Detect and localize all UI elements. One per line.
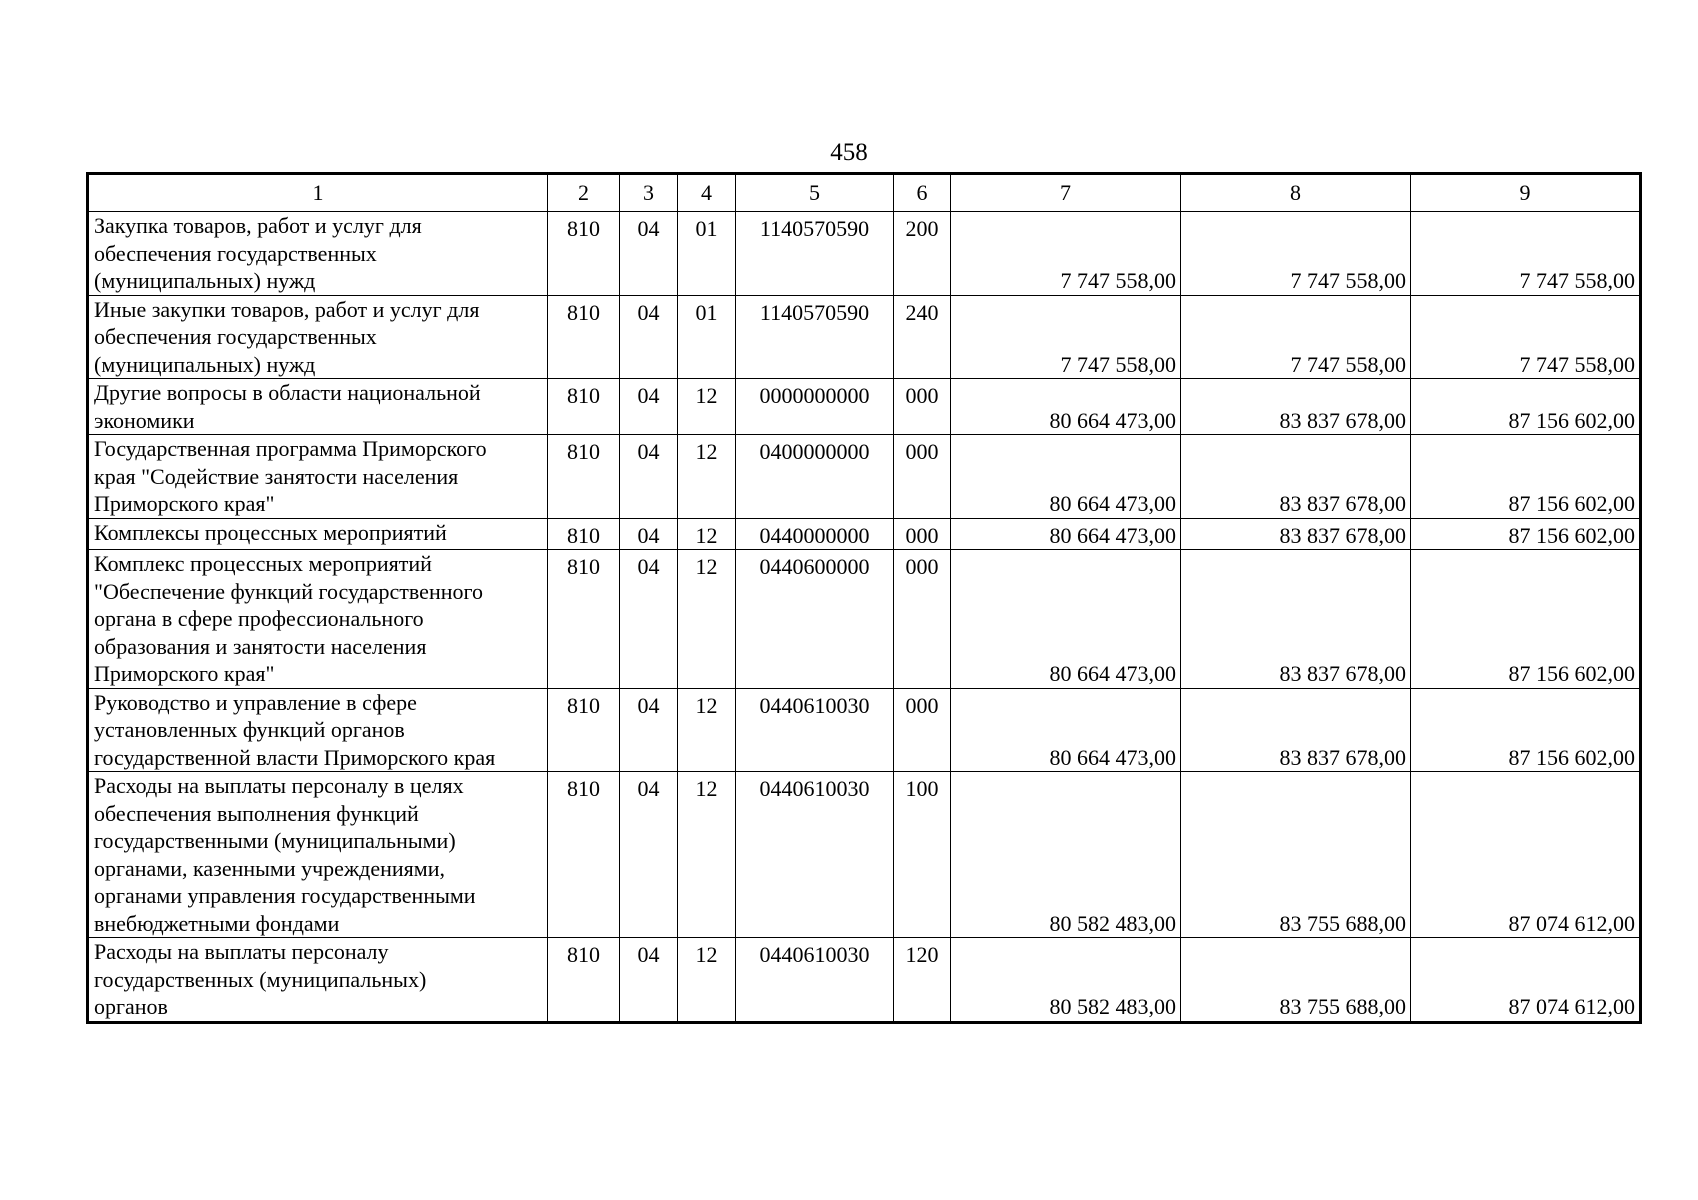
amount-cell: 83 837 678,00 — [1181, 550, 1411, 689]
code-cell: 0440610030 — [736, 938, 894, 1023]
code-cell: 0400000000 — [736, 435, 894, 519]
amount-cell: 7 747 558,00 — [1181, 295, 1411, 379]
code-cell: 0440000000 — [736, 518, 894, 550]
code-cell: 04 — [620, 772, 678, 938]
column-header: 8 — [1181, 174, 1411, 212]
amount-cell: 87 156 602,00 — [1411, 379, 1641, 435]
code-cell: 1140570590 — [736, 295, 894, 379]
column-header: 1 — [88, 174, 548, 212]
code-cell: 04 — [620, 295, 678, 379]
code-cell: 100 — [894, 772, 951, 938]
amount-cell: 80 664 473,00 — [951, 518, 1181, 550]
table-row — [88, 938, 1641, 1023]
code-cell: 12 — [678, 550, 736, 689]
row-name — [88, 379, 548, 435]
row-name-line: образования и занятости населения — [94, 633, 427, 659]
code-cell: 200 — [894, 212, 951, 296]
row-name — [88, 435, 548, 519]
code-cell: 810 — [548, 550, 620, 689]
row-name-line: Иные закупки товаров, работ и услуг для — [94, 296, 480, 322]
code-cell: 04 — [620, 212, 678, 296]
row-name-line: органа в сфере профессионального — [94, 606, 424, 631]
code-cell: 0440610030 — [736, 688, 894, 772]
table-row — [88, 772, 1641, 938]
amount-cell: 7 747 558,00 — [1181, 212, 1411, 296]
column-header: 9 — [1411, 174, 1641, 212]
column-header: 4 — [678, 174, 736, 212]
amount-cell: 87 074 612,00 — [1411, 772, 1641, 938]
code-cell: 120 — [894, 938, 951, 1023]
table-row — [88, 688, 1641, 772]
code-cell: 810 — [548, 295, 620, 379]
row-name-line: края "Содействие занятости населения — [94, 463, 459, 489]
amount-cell: 7 747 558,00 — [951, 295, 1181, 379]
amount-cell: 87 156 602,00 — [1411, 518, 1641, 550]
code-cell: 01 — [678, 295, 736, 379]
row-name — [88, 938, 548, 1023]
row-name-line: Руководство и управление в сфере — [94, 689, 417, 715]
table-header-row — [88, 174, 1641, 212]
code-cell: 000 — [894, 518, 951, 550]
amount-cell: 83 837 678,00 — [1181, 379, 1411, 435]
row-name-line: обеспечения государственных — [94, 240, 377, 266]
code-cell: 810 — [548, 212, 620, 296]
row-name-line: органами управления государственными — [94, 883, 476, 908]
code-cell: 04 — [620, 550, 678, 689]
amount-cell: 7 747 558,00 — [1411, 295, 1641, 379]
page-number: 458 — [830, 139, 868, 166]
amount-cell: 80 664 473,00 — [951, 379, 1181, 435]
column-header: 2 — [548, 174, 620, 212]
code-cell: 810 — [548, 435, 620, 519]
code-cell: 000 — [894, 550, 951, 689]
row-name-line: Расходы на выплаты персоналу в целях — [94, 773, 464, 798]
row-name-line: установленных функций органов — [94, 717, 405, 742]
row-name-line: обеспечения государственных — [94, 324, 377, 349]
row-name — [88, 550, 548, 689]
row-name-line: государственных (муниципальных) — [94, 966, 427, 992]
table-row — [88, 518, 1641, 550]
code-cell: 810 — [548, 379, 620, 435]
row-name-line: государственной власти Приморского края — [94, 744, 496, 770]
code-cell: 04 — [620, 518, 678, 550]
amount-cell: 87 156 602,00 — [1411, 435, 1641, 519]
code-cell: 04 — [620, 435, 678, 519]
code-cell: 04 — [620, 938, 678, 1023]
row-name-line: Комплекс процессных мероприятий — [94, 551, 432, 576]
amount-cell: 83 837 678,00 — [1181, 688, 1411, 772]
amount-cell: 7 747 558,00 — [1411, 212, 1641, 296]
table-row — [88, 550, 1641, 689]
column-header: 3 — [620, 174, 678, 212]
row-name-line: Комплексы процессных мероприятий — [94, 519, 447, 545]
code-cell: 12 — [678, 518, 736, 550]
row-name-line: "Обеспечение функций государственного — [94, 578, 483, 604]
code-cell: 12 — [678, 772, 736, 938]
code-cell: 0000000000 — [736, 379, 894, 435]
amount-cell: 80 582 483,00 — [951, 938, 1181, 1023]
row-name-line: внебюджетными фондами — [94, 910, 340, 936]
row-name — [88, 772, 548, 938]
code-cell: 12 — [678, 688, 736, 772]
amount-cell: 80 664 473,00 — [951, 435, 1181, 519]
code-cell: 000 — [894, 379, 951, 435]
amount-cell: 83 755 688,00 — [1181, 772, 1411, 938]
code-cell: 0440610030 — [736, 772, 894, 938]
code-cell: 04 — [620, 688, 678, 772]
amount-cell: 87 074 612,00 — [1411, 938, 1641, 1023]
row-name-line: Расходы на выплаты персоналу — [94, 939, 389, 964]
column-header: 5 — [736, 174, 894, 212]
code-cell: 12 — [678, 379, 736, 435]
code-cell: 000 — [894, 435, 951, 519]
row-name-line: Государственная программа Приморского — [94, 436, 487, 461]
code-cell: 810 — [548, 938, 620, 1023]
code-cell: 04 — [620, 379, 678, 435]
row-name-line: экономики — [94, 407, 195, 433]
row-name — [88, 518, 548, 550]
table-row — [88, 379, 1641, 435]
table-row — [88, 295, 1641, 379]
row-name — [88, 688, 548, 772]
amount-cell: 80 664 473,00 — [951, 688, 1181, 772]
amount-cell: 80 582 483,00 — [951, 772, 1181, 938]
amount-cell: 83 755 688,00 — [1181, 938, 1411, 1023]
amount-cell: 83 837 678,00 — [1181, 435, 1411, 519]
code-cell: 0440600000 — [736, 550, 894, 689]
row-name-line: Закупка товаров, работ и услуг для — [94, 213, 422, 238]
table-row — [88, 435, 1641, 519]
row-name-line: Другие вопросы в области национальной — [94, 380, 481, 405]
code-cell: 12 — [678, 938, 736, 1023]
code-cell: 01 — [678, 212, 736, 296]
row-name-line: государственными (муниципальными) — [94, 828, 456, 853]
code-cell: 810 — [548, 772, 620, 938]
row-name-line: (муниципальных) нужд — [94, 268, 316, 293]
amount-cell: 7 747 558,00 — [951, 212, 1181, 296]
amount-cell: 80 664 473,00 — [951, 550, 1181, 689]
code-cell: 1140570590 — [736, 212, 894, 296]
code-cell: 12 — [678, 435, 736, 519]
budget-table — [86, 172, 1642, 1024]
row-name-line: органами, казенными учреждениями, — [94, 855, 445, 881]
row-name — [88, 212, 548, 296]
column-header: 6 — [894, 174, 951, 212]
code-cell: 810 — [548, 518, 620, 550]
amount-cell: 83 837 678,00 — [1181, 518, 1411, 550]
row-name-line: Приморского края" — [94, 661, 275, 686]
column-header: 7 — [951, 174, 1181, 212]
row-name-line: Приморского края" — [94, 491, 275, 516]
row-name — [88, 295, 548, 379]
code-cell: 240 — [894, 295, 951, 379]
row-name-line: органов — [94, 994, 168, 1019]
code-cell: 810 — [548, 688, 620, 772]
row-name-line: (муниципальных) нужд — [94, 351, 316, 377]
amount-cell: 87 156 602,00 — [1411, 688, 1641, 772]
code-cell: 000 — [894, 688, 951, 772]
amount-cell: 87 156 602,00 — [1411, 550, 1641, 689]
row-name-line: обеспечения выполнения функций — [94, 800, 419, 826]
table-row — [88, 212, 1641, 296]
